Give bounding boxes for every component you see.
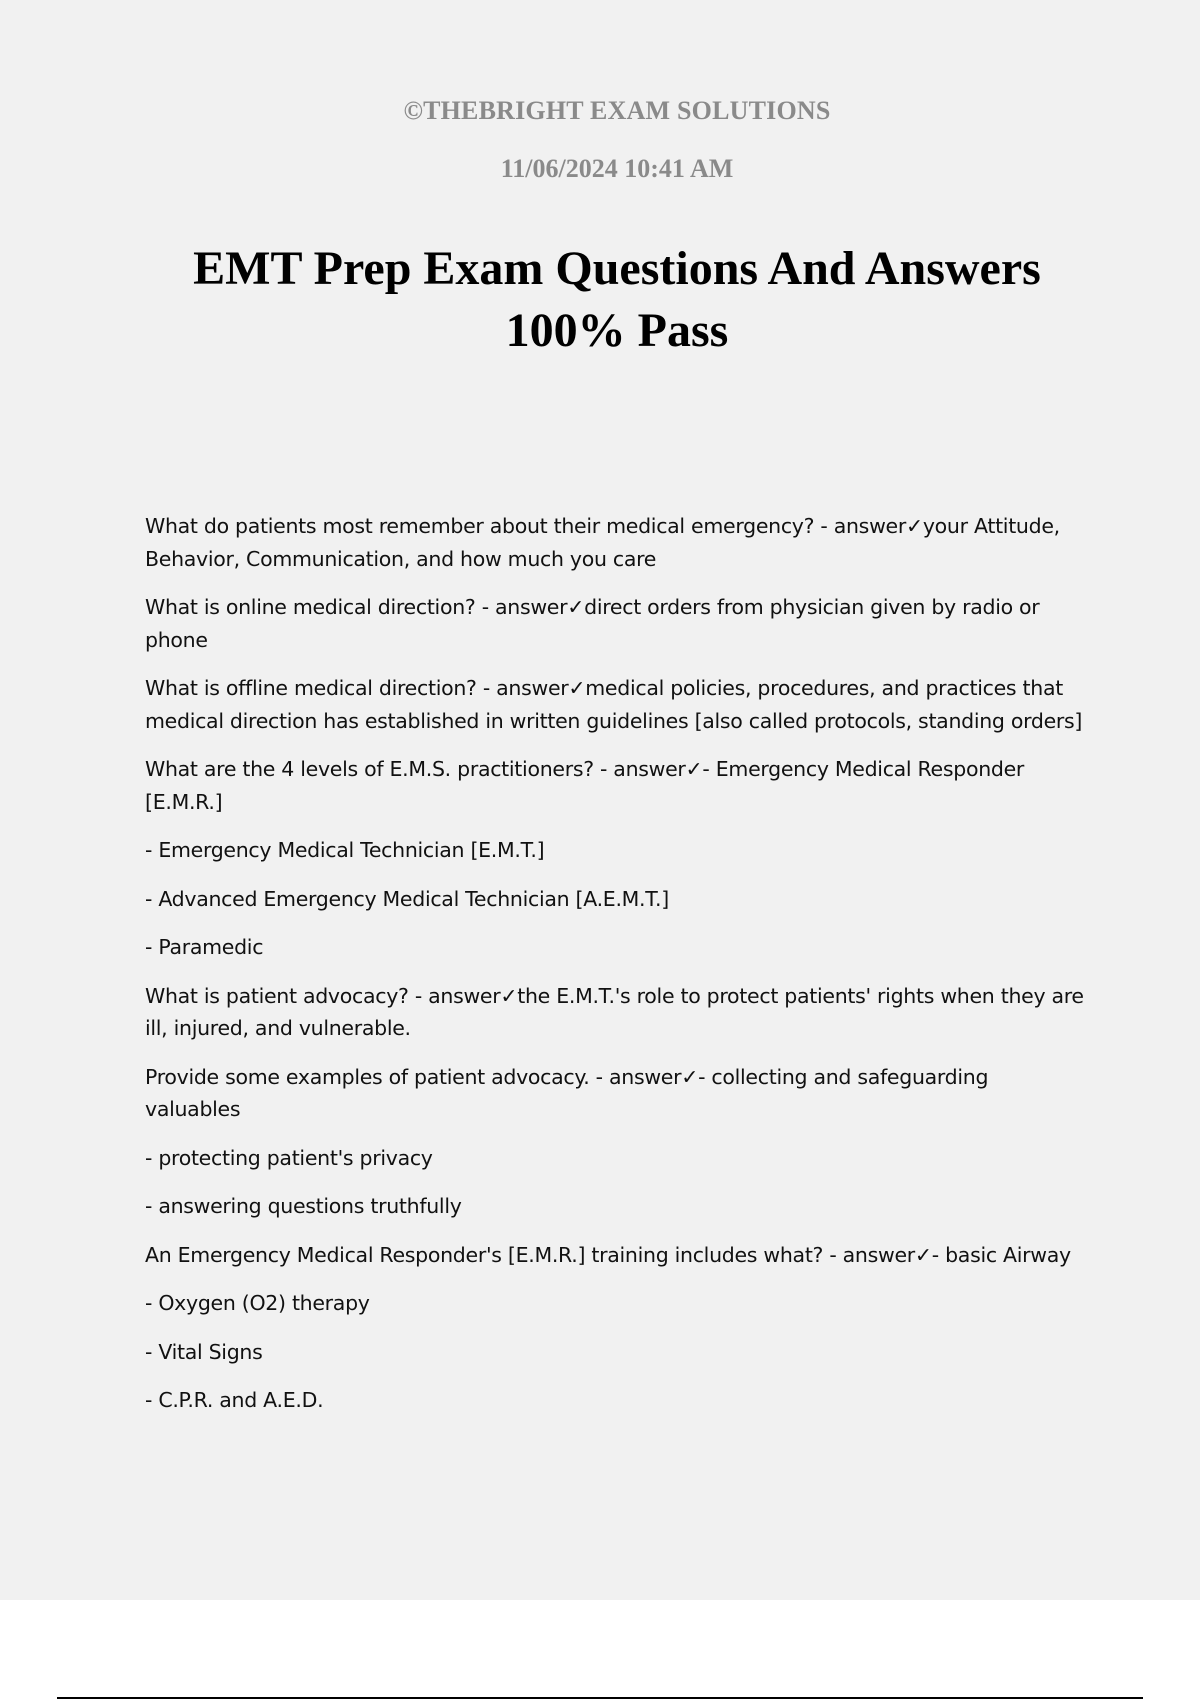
qa-item: What is offline medical direction? - answer✓medical policies, procedures, and practices that medical direction has established in written guidelines [also called protocols, standing orders] bbox=[145, 676, 1083, 733]
qa-list-line: - Paramedic bbox=[145, 935, 264, 959]
qa-item: An Emergency Medical Responder's [E.M.R.] training includes what? - answer✓- basic Airway bbox=[145, 1242, 1071, 1267]
qa-list-line: - Vital Signs bbox=[145, 1339, 263, 1364]
datetime-header: 11/06/2024 10:41 AM bbox=[500, 154, 734, 183]
footer-divider bbox=[57, 1697, 1143, 1699]
qa-list-line: - answering questions truthfully bbox=[145, 1194, 462, 1218]
qa-list-line: - protecting patient's privacy bbox=[145, 1145, 433, 1170]
qa-list-line: - Oxygen (O2) therapy bbox=[145, 1291, 370, 1315]
qa-list-line: - Emergency Medical Technician [E.M.T.] bbox=[145, 838, 545, 862]
qa-item: What is patient advocacy? - answer✓the E.M.T.'s role to protect patients' rights when they are ill, injured, and vulnerable. bbox=[145, 983, 1084, 1040]
qa-list-line: - C.P.R. and A.E.D. bbox=[145, 1388, 324, 1412]
document-title: EMT Prep Exam Questions And Answers 100% Pass bbox=[193, 242, 1041, 357]
qa-list bbox=[145, 510, 1085, 1433]
qa-item: What are the 4 levels of E.M.S. practitioners? - answer✓- Emergency Medical Responder [E.M.R.] bbox=[145, 757, 1025, 814]
qa-item: What do patients most remember about their medical emergency? - answer✓your Attitude, Behavior, Communication, and how much you care bbox=[145, 514, 1060, 571]
qa-item: What is online medical direction? - answer✓direct orders from physician given by radio or phone bbox=[145, 595, 1040, 652]
copyright-header: ©THEBRIGHT EXAM SOLUTIONS bbox=[403, 96, 831, 125]
qa-item: Provide some examples of patient advocacy. - answer✓- collecting and safeguarding valuables bbox=[145, 1064, 989, 1121]
qa-list-line: - Advanced Emergency Medical Technician [A.E.M.T.] bbox=[145, 886, 669, 911]
